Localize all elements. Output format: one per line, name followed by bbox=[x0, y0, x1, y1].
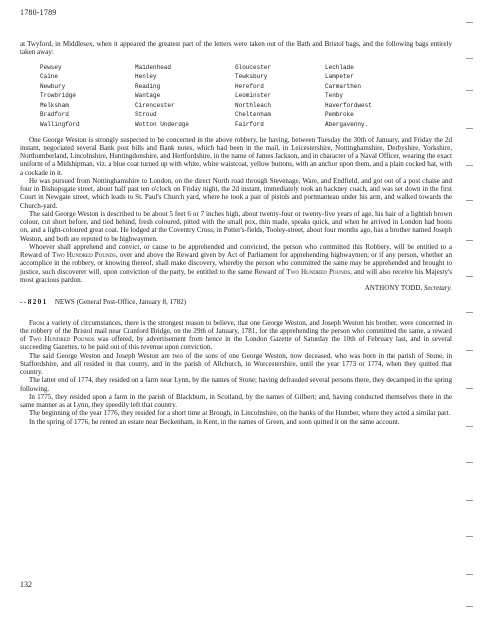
paragraph: The said George Weston is described to be about 5 feet 6 or 7 inches high, about twenty-four or twenty-five years of age, his hair of a lightish brown colour, cut short before, and tied behind, fresh coloured, pitted with the small pox, thin made, speaks quick, and when he arrived in London had boots on, and a light-coloured great coat. He lodged at the Coventry Cross, in Potter's-fields, Tooley-street, about four months ago, has a brother named Joseph Weston, and both are reputed to be highwaymen. bbox=[20, 209, 452, 243]
article-paragraph: The said George Weston and Joseph Weston are two of the sons of one George Weston, now deceased, who was born in the parish of Stone, in Staffordshire, and all resided in that county, and in the parish of Allchurch, in Worcestershire, until the year 1773 or 1774, when they quitted that country. bbox=[20, 351, 452, 377]
margin-tick bbox=[466, 58, 473, 59]
mail-bag-name: Northleach bbox=[235, 101, 272, 109]
news-title: NEWS (General Post-Office, January 8, 1782) bbox=[54, 298, 187, 307]
running-head: 1780-1789 bbox=[20, 8, 57, 17]
article-paragraph bbox=[20, 319, 452, 352]
news-heading bbox=[20, 298, 452, 306]
news-number: --8201 bbox=[20, 298, 48, 307]
mail-bag-name: Cheltenham bbox=[235, 111, 272, 119]
mail-bag-name: Abergavenny. bbox=[325, 121, 369, 129]
paragraph: He was pursued from Nottinghamshire to London, on the direct North road through Stevenage, Ware, and Endfield, and got out of a post chaise and four in Bishopsgate street, about half past ten o'clock on Friday night, the 2d instant, immediately took an hackney coach, and was set down in the first Court in Newgate street, which leads to St. Paul's Church yard, where he took a pair of pistols and portmanteau under his arm, and walked towards the Church-yard. bbox=[20, 176, 452, 210]
lead-word: From bbox=[29, 318, 45, 327]
margin-tick bbox=[466, 165, 473, 166]
page-number: 132 bbox=[20, 580, 32, 589]
mail-bag-name: Tewksbury bbox=[235, 73, 268, 81]
margin-tick bbox=[466, 536, 473, 537]
margin-tick bbox=[466, 574, 473, 575]
margin-tick bbox=[466, 240, 473, 241]
margin-tick bbox=[466, 312, 473, 313]
margin-tick bbox=[466, 90, 473, 91]
mail-bag-name: Maidenhead bbox=[135, 63, 172, 71]
mail-bag-name: Cirencester bbox=[135, 101, 175, 109]
article-paragraph: The beginning of the year 1776, they resided for a short time at Brough, in Lincolnshire, on the banks of the Humber, where they acted a similar part. bbox=[29, 409, 451, 418]
signature: ANTHONY TODD, Secretary. bbox=[364, 284, 452, 293]
text-run: , and will also receive his Majesty's most gracious pardon. bbox=[20, 267, 452, 284]
mail-bags-list bbox=[40, 63, 452, 130]
margin-tick bbox=[466, 500, 473, 501]
reward-paragraph bbox=[20, 243, 452, 284]
mail-bag-name: Pembroke bbox=[325, 111, 354, 119]
margin-tick bbox=[466, 200, 473, 201]
reward-amount: Two Hundred Pounds bbox=[286, 267, 351, 276]
mail-bag-name: Stroud bbox=[135, 111, 157, 119]
text-run: Whoever shall apprehend and convict, or cause to be apprehended and convicted, the person who committed this Robbery, will be entitled to a Reward of bbox=[20, 242, 452, 260]
margin-tick bbox=[466, 22, 473, 23]
margin-tick bbox=[466, 350, 473, 351]
article-paragraph: The latter end of 1774, they resided on a farm near Lynn, by the names of Stone; having defrauded several persons there, they decamped in the spring following. bbox=[20, 376, 452, 393]
mail-bag-name: Gloucester bbox=[235, 63, 272, 71]
reward-amount: Two Hundred Pounds bbox=[52, 251, 116, 260]
mail-bag-name: Wotton Underdge bbox=[135, 121, 190, 129]
mail-bag-name: Bradford bbox=[40, 111, 69, 119]
intro-paragraph: at Twyford, in Middlesex, when it appeared the greatest part of the letters were taken out of the Bath and Bristol bags, and the following bags entirely taken away: bbox=[20, 40, 452, 57]
margin-tick bbox=[466, 128, 473, 129]
mail-bag-name: Fairford bbox=[235, 121, 264, 129]
margin-tick bbox=[466, 276, 473, 277]
mail-bag-name: Leominster bbox=[235, 92, 272, 100]
margin-tick bbox=[466, 606, 473, 607]
article-paragraph: In the spring of 1776, he rented an estate near Beckenham, in Kent, in the names of Green, and soon quitted it on the same account. bbox=[29, 417, 400, 426]
mail-bag-name: Newbury bbox=[40, 82, 66, 90]
mail-bag-name: Trowbridge bbox=[40, 92, 77, 100]
mail-bag-name: Wantage bbox=[135, 92, 161, 100]
article-paragraph: In 1775, they resided upon a farm in the parish of Blackburn, in Scotland, by the names of Gilbert; and, having conducted themselves there in the same manner as at Lynn, they speedily left that country. bbox=[20, 392, 452, 410]
margin-tick bbox=[466, 388, 473, 389]
mail-bag-name: Lampeter bbox=[325, 73, 354, 81]
text-run: , over and above the Reward given by Act of Parliament for apprehending highwaymen; or if any person, whether an accomplice in the robbery, or knowing thereof, shall make discovery, whereby the person who committed the same may be apprehended and brought to justice, such discoverer will, upon conviction of the party, be entitled to the same Reward of bbox=[20, 251, 452, 276]
text-run: was offered, by advertisement from hence in the London Gazette of Saturday the 10th of February last, and in several succeeding Gazettes, to be paid out of this revenue upon conviction. bbox=[20, 335, 452, 352]
text-run: a variety of circumstances, there is the strongest reason to believe, that one George Weston, and Joseph Weston his brother, were concerned in the robbery of the Bristol mail near Cranford Bridge, on the 29th of January, 1781, for the apprehending the person who committed the same, a reward of bbox=[20, 318, 452, 344]
mail-bag-name: Wallingford bbox=[40, 121, 80, 129]
mail-bag-name: Caine bbox=[40, 73, 59, 81]
margin-tick bbox=[466, 462, 473, 463]
margin-tick bbox=[466, 426, 473, 427]
mail-bag-name: Henley bbox=[135, 73, 157, 81]
mail-bag-name: Tenby bbox=[325, 92, 344, 100]
mail-bag-name: Hereford bbox=[235, 82, 264, 90]
mail-bag-name: Reading bbox=[135, 82, 161, 90]
margin-marks bbox=[464, 0, 476, 621]
mail-bag-name: Melksham bbox=[40, 101, 69, 109]
page-body bbox=[20, 40, 452, 426]
mail-bag-name: Carmarthen bbox=[325, 82, 362, 90]
reward-amount: Two Hundred Pounds bbox=[28, 335, 95, 344]
signature-title: Secretary. bbox=[423, 284, 452, 293]
paragraph: One George Weston is strongly suspected to be concerned in the above robbery, he having, between Tuesday the 30th of January, and Friday the 2d instant, negociated several Bank post bills and Bank notes, which had been in the mail, in Leicestershire, Nottinghamshire, Derbyshire, Yorkshire, Northumberland, Lincolnshire, Huntingdonshire, and Hertfordshire, in the name of James Jackson, and in character of a Naval Officer, wearing the exact uniform of a Midshipman, viz. a blue coat turned up with white, white waistcoat, yellow buttons, with an anchor upon them, and a plain cocked hat, with a cockade in it. bbox=[20, 135, 452, 177]
mail-bag-name: Haverfordwest bbox=[325, 101, 372, 109]
mail-bag-name: Pewsey bbox=[40, 63, 62, 71]
mail-bag-name: Lechlade bbox=[325, 63, 354, 71]
